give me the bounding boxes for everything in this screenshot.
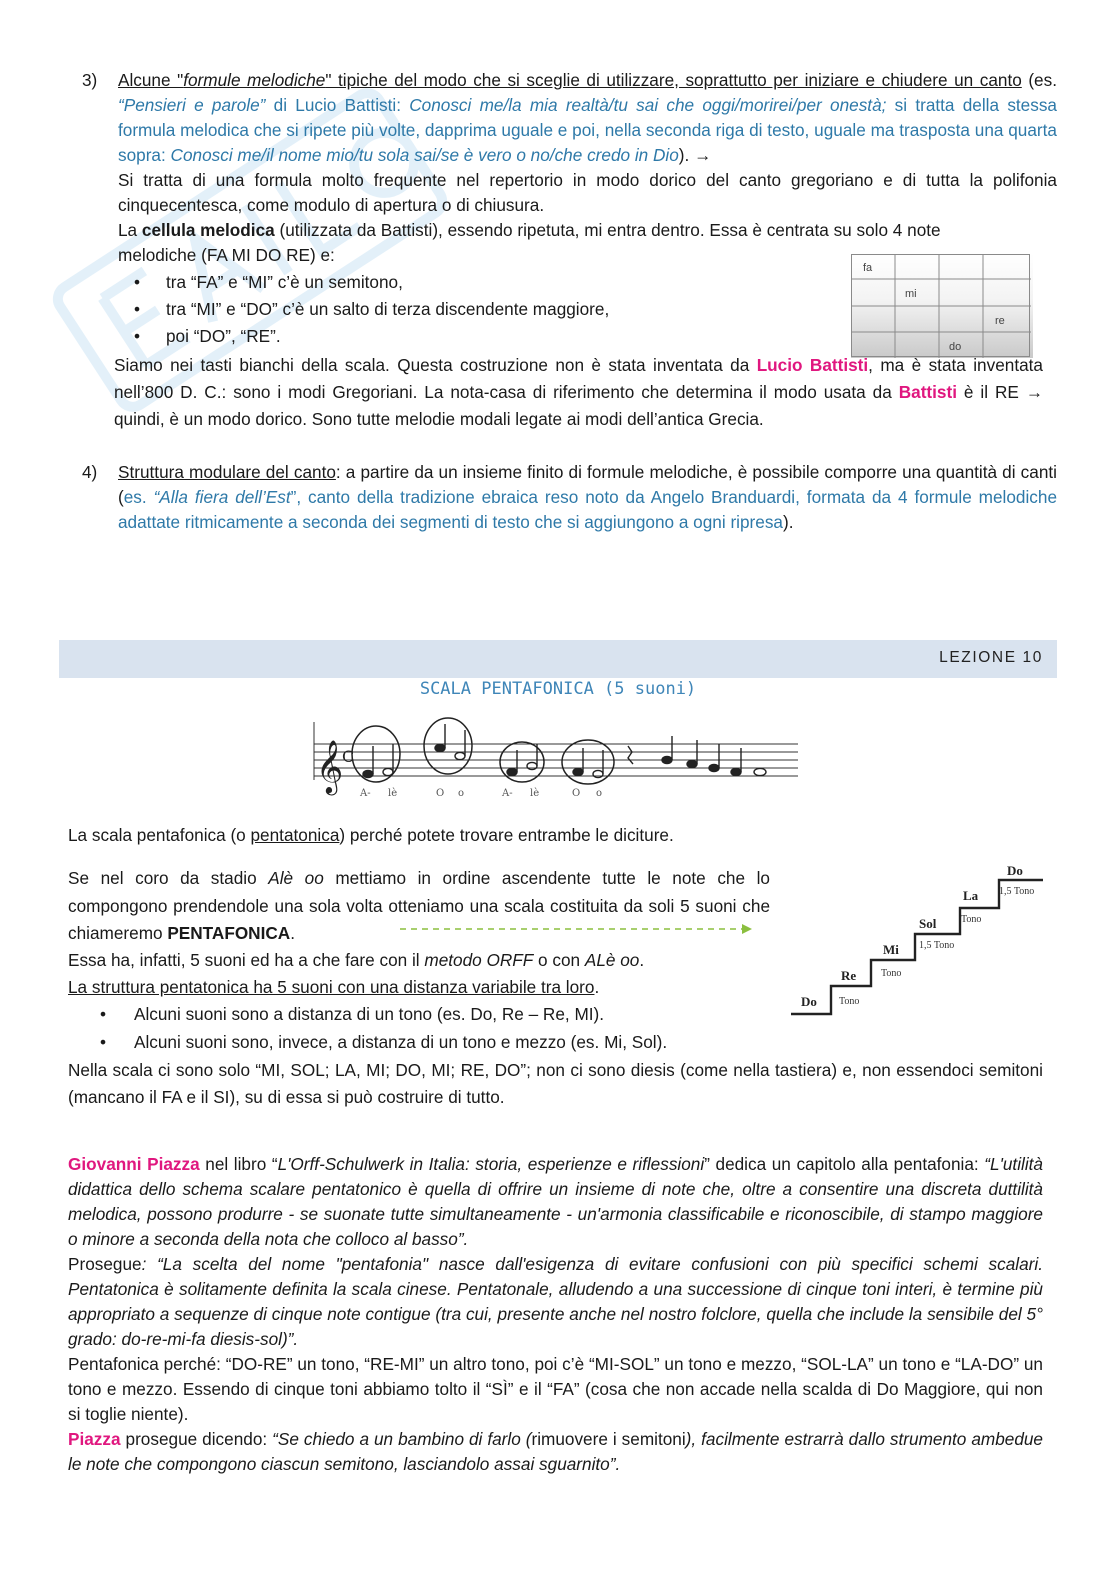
- piazza-quote-2: : “La scelta del nome "pentafonia" nasce dall'esigenza di evitare confusioni con più specifici schemi scalari. Pentatonica è solitamente definita la scala cinese. Pentatonale, alludendo a una successione di cinque toni interi, è termine più appropriato a sequenze di cinque note contigue (tra cui, presente anche nel nostro folclore, quella che include la sensibile del 5° grado: do-re-mi-fa diesis-sol)”.: [68, 1254, 1043, 1349]
- arrow-right-icon: →: [1025, 381, 1043, 402]
- music-staff-ale-oo: [312, 716, 802, 808]
- stair-interval-label: Tono: [881, 968, 902, 979]
- staff-syllable: A-: [502, 788, 513, 799]
- orff-ale: ALè oo: [584, 950, 640, 970]
- piazza-section: [68, 1152, 1043, 1477]
- piazza-c: prosegue dicendo:: [120, 1429, 273, 1449]
- grid-label-mi: mi: [905, 288, 917, 300]
- song-explanation: si tratta della stessa formula melodica che si ripete più volte, dapprima uguale e poi, nella seconda riga di testo, uguale ma trasposta una quarta sopra:: [118, 95, 1057, 165]
- scale-title: SCALA PENTAFONICA (5 suoni): [419, 679, 697, 699]
- stair-interval-label: 1,5 Tono: [919, 940, 955, 951]
- song-lyrics-2: Conosci me/il nome mio/tu sola sai/se è vero o no/che credo in Dio: [170, 145, 679, 165]
- item4-text-a: : a partire da un insieme finito di formule melodiche, è possibile comporre una quantità di canti (: [118, 462, 1057, 507]
- staff-syllable: o: [458, 788, 465, 799]
- song-title-pensieri: “Pensieri e parole”: [118, 95, 266, 115]
- keys-d: quindi, è un modo dorico. Sono tutte melodie modali legate ai modi dell’antica Grecia.: [114, 408, 764, 429]
- item3-lead-b: " tipiche del modo che si sceglie di utilizzare, soprattutto per iniziare e chiudere un canto: [325, 70, 1022, 90]
- item4-ex-a: es.: [123, 487, 154, 507]
- bullet-text: tra “FA” e “MI” c’è un semitono,: [166, 272, 403, 292]
- pentatonica-a: La scala pentafonica (o: [68, 825, 251, 845]
- stair-step-label: Re: [841, 968, 857, 983]
- orff-a: Essa ha, infatti, 5 suoni ed ha a che fare con il: [68, 950, 425, 970]
- name-battisti: Battisti: [898, 381, 957, 402]
- ale-i: Alè oo: [268, 868, 324, 888]
- keys-a: Siamo nei tasti bianchi della scala. Questa costruzione non è stata inventata da: [114, 355, 757, 375]
- pentatonica-u: pentatonica: [250, 825, 340, 845]
- lesson-label: LEZIONE 10: [939, 649, 1043, 666]
- orff-method: metodo ORFF: [424, 950, 534, 970]
- piazza-quote-3b: rimuovere i semitoni: [531, 1429, 686, 1449]
- cell-a: La: [118, 220, 142, 240]
- name-piazza: Piazza: [68, 1429, 121, 1449]
- book-title: L'Orff-Schulwerk in Italia: storia, esperienze e riflessioni: [277, 1154, 705, 1174]
- song-lyrics-1: Conosci me/la mia realtà/tu sai che oggi/morirei/per onestà;: [409, 95, 887, 115]
- treble-clef-icon: 𝄞: [316, 739, 344, 793]
- grid-label-re: re: [995, 315, 1005, 327]
- piazza-quote-3a: “Se chiedo a un bambino di farlo (: [272, 1429, 532, 1449]
- piazza-a: nel libro “: [199, 1154, 278, 1174]
- staff-syllable: O: [572, 788, 581, 799]
- stair-interval-label: 1,5 Tono: [999, 886, 1035, 897]
- staff-syllable: lè: [530, 788, 540, 799]
- cell-bold: cellula melodica: [141, 220, 275, 240]
- item3-ex-open: (es.: [1021, 70, 1057, 90]
- ale-c: .: [290, 923, 295, 943]
- piazza-prosegue: Prosegue: [68, 1254, 142, 1274]
- name-giovanni-piazza: Giovanni Piazza: [68, 1154, 200, 1174]
- bullet-icon: •: [134, 326, 141, 346]
- bullet-icon: •: [100, 1032, 107, 1052]
- song-author: di Lucio Battisti:: [265, 95, 410, 115]
- cell-c: melodiche (FA MI DO RE) e:: [118, 245, 335, 265]
- stair-step-label: Sol: [919, 916, 937, 931]
- piazza-pentafonica: Pentafonica perché: “DO-RE” un tono, “RE-MI” un altro tono, poi c’è “MI-SOL” un tono e mezzo, “SOL-LA” un tono e “LA-DO” un tono e mezzo. Essendo di cinque toni abbiamo tolto il “SÌ” e il “FA” (cosa che non accade nella scalda di Do Maggiore, qui non si toglie niente).: [68, 1354, 1043, 1424]
- item3-lead-a: Alcune ": [118, 70, 184, 90]
- orff-paragraph: [68, 947, 770, 1001]
- orff-c: .: [639, 950, 645, 970]
- pentatonic-staircase: [785, 862, 1050, 1024]
- item4-text-b: ).: [783, 512, 794, 532]
- keys-b: , ma è stata inventata nell’800 D. C.: sono i modi Gregoriani. La nota-casa di riferimento che determina il modo usata da: [114, 355, 1043, 402]
- notes-paragraph: Nella scala ci sono solo “MI, SOL; LA, MI; DO, MI; RE, DO”; non ci sono diesis (come nella tastiera) e, non essendoci semitoni (mancano il FA e il SI), su di essa si può costruire di tutto.: [68, 1060, 1043, 1107]
- lesson-header-band: [59, 640, 1057, 678]
- pentatonica-b: ) perché potete trovare entrambe le diciture.: [339, 825, 674, 845]
- cell-b: (utilizzata da Battisti), essendo ripetuta, mi entra dentro. Essa è centrata su solo 4 note: [274, 220, 941, 240]
- song-title-fiera: “Alla fiera dell’Est: [153, 487, 291, 507]
- pentafonica-bold: PENTAFONICA: [167, 923, 291, 943]
- ale-b: mettiamo in ordine ascendente tutte le note che lo compongono prendendole una sola volta otteniamo una scala costituita da soli 5 suoni che chiameremo: [68, 868, 770, 943]
- svg-text:C: C: [342, 747, 355, 766]
- item4-lead: Struttura modulare del canto: [118, 462, 336, 482]
- staff-syllable: o: [596, 788, 603, 799]
- dashed-arrow-icon: [398, 922, 758, 936]
- list-number-3: 3): [82, 70, 98, 90]
- staff-syllable: lè: [388, 788, 398, 799]
- bullet-icon: •: [100, 1004, 107, 1024]
- structure-underline: La struttura pentatonica ha 5 suoni con una distanza variabile tra loro: [68, 977, 595, 997]
- stair-step-label: Do: [801, 994, 817, 1009]
- bullet-icon: •: [134, 299, 141, 319]
- formula-text: Si tratta di una formula molto frequente nel repertorio in modo dorico del canto gregoriano e di tutta la polifonia cinquecentesca, come modulo di apertura o di chiusura.: [118, 170, 1057, 215]
- name-lucio-battisti: Lucio Battisti: [756, 355, 869, 375]
- grid-label-do: do: [949, 341, 962, 353]
- stair-step-label: La: [963, 888, 979, 903]
- bullet-text: poi “DO”, “RE”.: [166, 326, 281, 346]
- piazza-quote-1: “L'utilità didattica dello schema scalare pentatonico è quella di offrire un insieme di note che, oltre a consentire una discreta duttilità melodica, possono produrre - se suonate tutte simultaneamente - un'armonia classificabile e riconoscibile, di stampo maggiore o minore a seconda della nota che colloco al basso”.: [68, 1154, 1043, 1249]
- structure-c: .: [594, 977, 600, 997]
- staff-syllable: A-: [360, 788, 371, 799]
- grid-label-fa: fa: [863, 262, 873, 274]
- melodic-cell-grid: [851, 254, 1033, 358]
- bullet-text: tra “MI” e “DO” c’è un salto di terza discendente maggiore,: [166, 299, 610, 319]
- orff-b: o con: [533, 950, 585, 970]
- bullet-icon: •: [134, 272, 141, 292]
- piazza-b: ” dedica un capitolo alla pentafonia:: [704, 1154, 985, 1174]
- white-keys-paragraph: [114, 352, 1043, 432]
- list-number-4: 4): [82, 462, 98, 482]
- item3-lead: [118, 70, 1022, 90]
- keys-c: è il RE: [957, 381, 1026, 402]
- stair-interval-label: Tono: [839, 996, 860, 1007]
- bullet-text: Alcuni suoni sono a distanza di un tono (es. Do, Re – Re, MI).: [134, 1004, 605, 1024]
- pentatonica-paragraph: [68, 823, 1043, 848]
- item4-ex-b: ”, canto della tradizione ebraica reso noto da Angelo Branduardi, formata da 4 formule melodiche adattate ritmicamente a seconda dei segmenti di testo che si aggiungono a ogni ripresa: [118, 487, 1058, 532]
- piazza-quote-3c: ), facilmente estrarrà dallo strumento ambedue le note che compongono ciascun semitono, lasciandolo assai sguarnito”.: [68, 1429, 1043, 1474]
- stair-step-label: Mi: [883, 942, 899, 957]
- item3-lead-italic: formule melodiche: [183, 70, 326, 90]
- bullet-text: Alcuni suoni sono, invece, a distanza di un tono e mezzo (es. Mi, Sol).: [134, 1032, 668, 1052]
- ale-a: Se nel coro da stadio: [68, 868, 269, 888]
- list-item-3: [82, 68, 1057, 268]
- arrow-right-icon: →: [694, 145, 712, 165]
- stair-interval-label: Tono: [961, 914, 982, 925]
- list-item-4: [82, 460, 1057, 535]
- item3-ex-close: ).: [678, 145, 690, 165]
- stair-step-label: Do: [1007, 863, 1023, 878]
- staff-syllable: O: [436, 788, 445, 799]
